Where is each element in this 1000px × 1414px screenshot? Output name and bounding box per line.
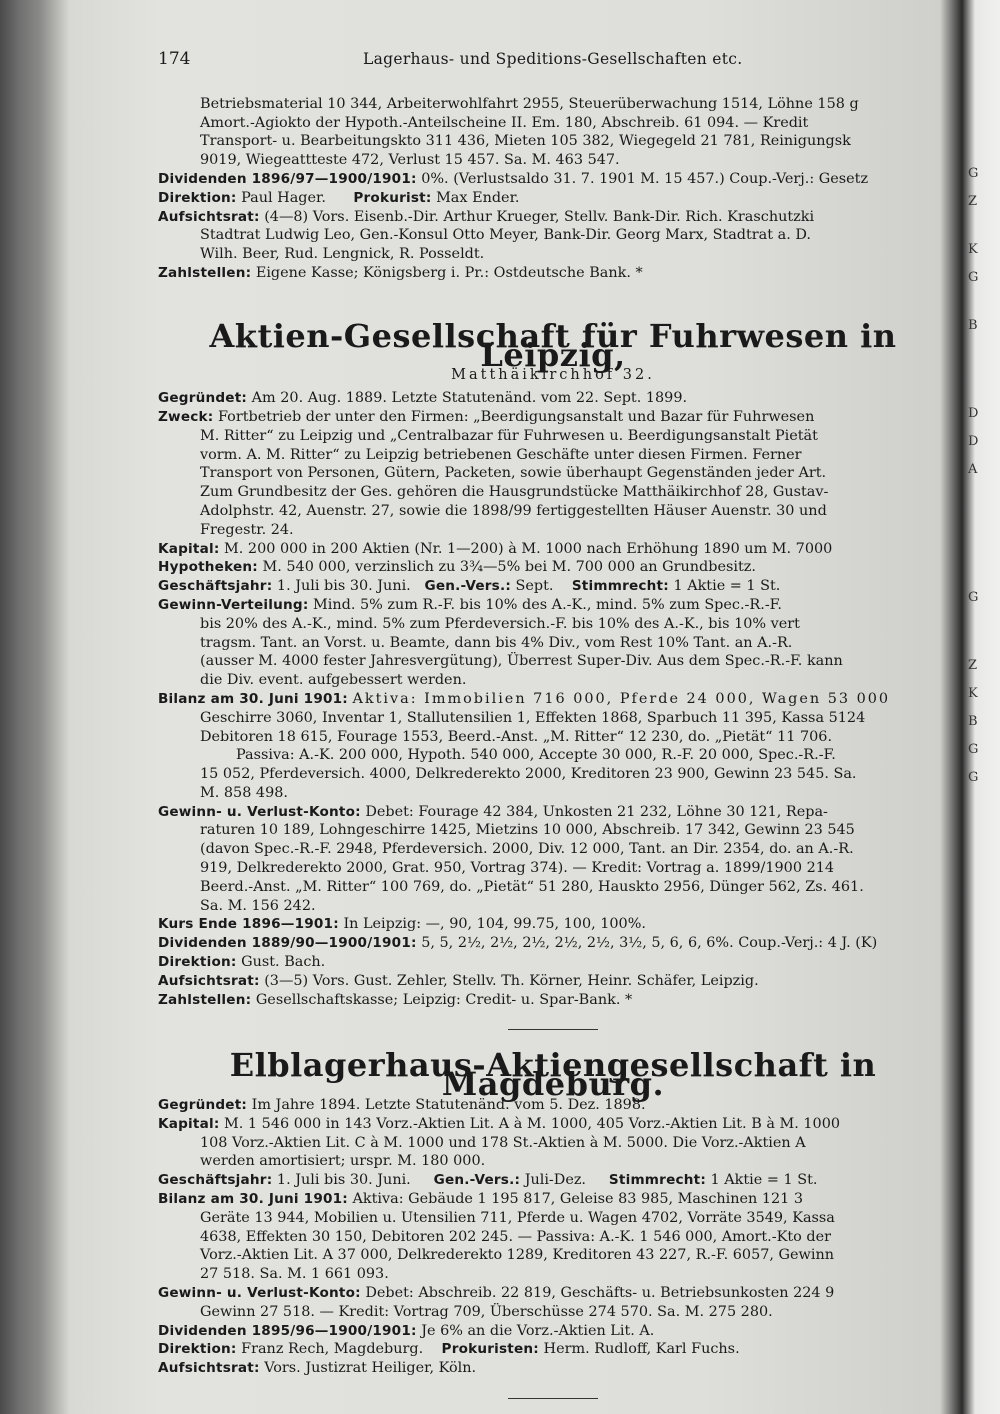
field-label: Bilanz am 30. Juni 1901: <box>158 1191 348 1208</box>
page-number: 174 <box>158 49 191 69</box>
running-title: Lagerhaus- und Speditions-Gesellschaften etc. <box>363 50 743 68</box>
field-label: Stimmrecht: <box>608 1172 706 1189</box>
edge-letter: D <box>968 406 979 421</box>
text-line: Transport von Personen, Gütern, Packeten, sowie überhaupt Gegenständen jeder Art. <box>200 465 827 482</box>
zahlstellen-line <box>158 264 948 283</box>
edge-letter: G <box>968 590 979 605</box>
field-value: Herm. Rudloff, Karl Fuchs. <box>543 1341 740 1358</box>
field-label: Gegründet: <box>158 390 248 407</box>
field-label: Direktion: <box>158 1341 237 1358</box>
field-value: 1 Aktie = 1 St. <box>710 1172 818 1189</box>
field-value: 0%. (Verlustsaldo 31. 7. 1901 M. 15 457.) Coup.-Verj.: Gesetz <box>421 170 869 187</box>
direktion-line <box>158 1340 948 1359</box>
text-line: tragsm. Tant. an Vorst. u. Beamte, dann bis 4% Div., vom Rest 10% Tant. an A.-R. <box>200 634 793 651</box>
text-line: 9019, Wiegeattteste 472, Verlust 15 457. Sa. M. 463 547. <box>200 152 620 169</box>
text-line: (ausser M. 4000 fester Jahresvergütung), Überrest Super-Div. Aus dem Spec.-R.-F. kann <box>200 653 843 670</box>
field-label: Prokurist: <box>353 189 432 206</box>
text-line: (davon Spec.-R.-F. 2948, Pferdeversich. 2000, Div. 12 000, Tant. an Dir. 2354, do. an A.-R. <box>200 841 854 858</box>
edge-letter: G <box>968 166 979 181</box>
field-label: Bilanz am 30. Juni 1901: <box>158 690 348 707</box>
field-value: In Leipzig: —, 90, 104, 99.75, 100, 100%. <box>343 916 646 933</box>
text-line: werden amortisiert; urspr. M. 180 000. <box>200 1153 486 1170</box>
text-line: Beerd.-Anst. „M. Ritter“ 100 769, do. „Pietät“ 51 280, Hauskto 2956, Dünger 562, Zs. 461. <box>200 878 864 895</box>
geschaeftsjahr-line <box>158 1171 948 1190</box>
field-value: M. 200 000 in 200 Aktien (Nr. 1—200) à M. 1000 nach Erhöhung 1890 um M. 7000 <box>224 540 833 557</box>
guv-line <box>158 803 948 822</box>
adjacent-page-edge <box>968 60 998 792</box>
field-value: Je 6% an die Vorz.-Aktien Lit. A. <box>421 1322 655 1339</box>
field-label: Direktion: <box>158 954 237 971</box>
gegruendet-line <box>158 1096 948 1115</box>
zweck-line <box>158 408 948 427</box>
company-entry-leipzig <box>158 316 948 1031</box>
aufsichtsrat-line <box>158 1359 948 1378</box>
text-line: 15 052, Pferdeversich. 4000, Delkrederekto 2000, Kreditoren 23 900, Gewinn 23 545. Sa. <box>200 766 857 783</box>
field-label: Direktion: <box>158 189 237 206</box>
company-entry-magdeburg <box>158 1046 948 1399</box>
text-line: bis 20% des A.-K., mind. 5% zum Pferdeversich.-F. bis 10% des A.-K., bis 10% vert <box>200 615 800 632</box>
page-content <box>158 50 948 1399</box>
text-line: Vorz.-Aktien Lit. A 37 000, Delkrederekto 1289, Kreditoren 43 227, R.-F. 6057, Gewinn <box>200 1247 835 1264</box>
bilanz-line <box>158 1190 948 1209</box>
text-line: 4638, Effekten 30 150, Debitoren 202 245. — Passiva: A.-K. 1 546 000, Amort.-Kto der <box>200 1228 831 1245</box>
company-address: Matthäikirchhof 32. <box>451 367 655 384</box>
text-line: Geschirre 3060, Inventar 1, Stallutensilien 1, Effekten 1868, Sparbuch 11 395, Kassa 5124 <box>200 709 866 726</box>
field-label: Gewinn-Verteilung: <box>158 596 309 613</box>
field-label: Aufsichtsrat: <box>158 208 260 225</box>
field-label: Aufsichtsrat: <box>158 972 260 989</box>
text-line: Stadtrat Ludwig Leo, Gen.-Konsul Otto Meyer, Bank-Dir. Georg Marx, Stadtrat a. D. <box>200 227 811 244</box>
field-label: Dividenden 1895/96—1900/1901: <box>158 1322 417 1339</box>
section-divider <box>508 1029 598 1030</box>
edge-letter: B <box>968 714 978 729</box>
field-value: Max Ender. <box>436 189 520 206</box>
field-value: Gust. Bach. <box>241 954 326 971</box>
field-label: Geschäftsjahr: <box>158 578 273 595</box>
field-label: Zahlstellen: <box>158 991 252 1008</box>
field-label: Kapital: <box>158 1115 220 1132</box>
dividenden-line <box>158 1322 948 1341</box>
field-value: Paul Hager. <box>241 189 326 206</box>
bilanz-line <box>158 690 948 709</box>
field-label: Gen.-Vers.: <box>424 578 511 595</box>
direktion-line <box>158 189 948 208</box>
field-label: Gewinn- u. Verlust-Konto: <box>158 1285 361 1302</box>
text-line: vorm. A. M. Ritter“ zu Leipzig betriebenen Geschäfte unter diesen Firmen. Ferner <box>200 446 802 463</box>
gegruendet-line <box>158 389 948 408</box>
guv-line <box>158 1284 948 1303</box>
field-value: 1. Juli bis 30. Juni. <box>276 578 411 595</box>
text-line: Geräte 13 944, Mobilien u. Utensilien 711, Pferde u. Wagen 4702, Vorräte 3549, Kassa <box>200 1209 835 1226</box>
field-label: Kapital: <box>158 540 220 557</box>
field-value: Debet: Fourage 42 384, Unkosten 21 232, Löhne 30 121, Repa- <box>365 803 828 820</box>
edge-letter: G <box>968 742 979 757</box>
field-value: 1 Aktie = 1 St. <box>673 578 781 595</box>
field-value: M. 540 000, verzinslich zu 3¾—5% bei M. 700 000 an Grundbesitz. <box>262 559 756 576</box>
field-value: Vors. Justizrat Heiliger, Köln. <box>264 1360 477 1377</box>
edge-letter: G <box>968 270 979 285</box>
field-label: Kurs Ende 1896—1901: <box>158 916 339 933</box>
field-label: Gewinn- u. Verlust-Konto: <box>158 803 361 820</box>
text-line: Zum Grundbesitz der Ges. gehören die Hausgrundstücke Matthäikirchhof 28, Gustav- <box>200 484 829 501</box>
field-value: Fortbetrieb der unter den Firmen: „Beerdigungsanstalt und Bazar für Fuhrwesen <box>217 408 815 425</box>
aufsichtsrat-line <box>158 972 948 991</box>
dividends-line <box>158 170 948 189</box>
field-value: Sept. <box>515 578 554 595</box>
field-value: 5, 5, 2½, 2½, 2½, 2½, 2½, 3½, 5, 6, 6, 6%. Coup.-Verj.: 4 J. (K) <box>421 935 878 952</box>
dividenden-line <box>158 934 948 953</box>
direktion-line <box>158 953 948 972</box>
edge-letter: Z <box>968 658 978 673</box>
text-line: 27 518. Sa. M. 1 661 093. <box>200 1266 389 1283</box>
field-value: (4—8) Vors. Eisenb.-Dir. Arthur Krueger, Stellv. Bank-Dir. Rich. Kraschutzki <box>264 208 815 225</box>
field-value: Franz Rech, Magdeburg. <box>241 1341 424 1358</box>
edge-letter: K <box>968 242 978 257</box>
field-value: M. 1 546 000 in 143 Vorz.-Aktien Lit. A à M. 1000, 405 Vorz.-Aktien Lit. B à M. 1000 <box>224 1115 841 1132</box>
field-value: Im Jahre 1894. Letzte Statutenänd. vom 5. Dez. 1898. <box>251 1097 646 1114</box>
field-value: Mind. 5% zum R.-F. bis 10% des A.-K., mind. 5% zum Spec.-R.-F. <box>313 596 782 613</box>
edge-letter: Z <box>968 194 978 209</box>
kapital-line <box>158 1115 948 1134</box>
field-label: Geschäftsjahr: <box>158 1172 273 1189</box>
company-title: Aktien-Gesellschaft für Fuhrwesen in Leipzig, <box>209 316 897 374</box>
text-line: Betriebsmaterial 10 344, Arbeiterwohlfahrt 2955, Steuerüberwachung 1514, Löhne 158 g <box>200 95 859 112</box>
text-line: 108 Vorz.-Aktien Lit. C à M. 1000 und 178 St.-Aktien à M. 5000. Die Vorz.-Aktien A <box>200 1134 806 1151</box>
edge-letter: D <box>968 434 979 449</box>
field-value: 1. Juli bis 30. Juni. <box>276 1172 411 1189</box>
text-line: Transport- u. Bearbeitungskto 311 436, Mieten 105 382, Wiegegeld 21 781, Reinigungsk <box>200 133 851 150</box>
edge-letter: B <box>968 318 978 333</box>
text-line: Wilh. Beer, Rud. Lengnick, R. Posseldt. <box>200 246 485 263</box>
continuation-entry <box>158 95 948 283</box>
text-line: raturen 10 189, Lohngeschirre 1425, Mietzins 10 000, Abschreib. 17 342, Gewinn 23 545 <box>200 822 855 839</box>
field-label: Dividenden 1889/90—1900/1901: <box>158 935 417 952</box>
text-line: die Div. event. aufgebessert werden. <box>200 672 467 689</box>
field-value: Am 20. Aug. 1889. Letzte Statutenänd. vom 22. Sept. 1899. <box>251 390 688 407</box>
field-label: Gen.-Vers.: <box>433 1172 521 1189</box>
text-line: Amort.-Agiokto der Hypoth.-Anteilscheine II. Em. 180, Abschreib. 61 094. — Kredit <box>200 114 809 131</box>
hypotheken-line <box>158 558 948 577</box>
text-line: M. 858 498. <box>200 784 288 801</box>
aufsichtsrat-line <box>158 208 948 227</box>
text-line: 919, Delkrederekto 2000, Grat. 950, Vortrag 374). — Kredit: Vortrag a. 1899/1900 214 <box>200 860 835 877</box>
text-line: Adolphstr. 42, Auenstr. 27, sowie die 1898/99 fertiggestellten Häuser Auenstr. 30 und <box>200 502 827 519</box>
field-value: Debet: Abschreib. 22 819, Geschäfts- u. Betriebsunkosten 224 9 <box>365 1285 835 1302</box>
kapital-line <box>158 540 948 559</box>
field-value: Eigene Kasse; Königsberg i. Pr.: Ostdeutsche Bank. * <box>255 264 643 281</box>
text-line: Debitoren 18 615, Fourage 1553, Beerd.-Anst. „M. Ritter“ 12 230, do. „Pietät“ 11 706. <box>200 728 833 745</box>
field-label: Stimmrecht: <box>571 578 669 595</box>
field-value: Aktiva: Gebäude 1 195 817, Geleise 83 985, Maschinen 121 3 <box>352 1191 804 1208</box>
section-divider <box>508 1398 598 1399</box>
field-label: Zweck: <box>158 408 214 425</box>
field-label: Aufsichtsrat: <box>158 1360 260 1377</box>
field-value: (3—5) Vors. Gust. Zehler, Stellv. Th. Körner, Heinr. Schäfer, Leipzig. <box>264 972 759 989</box>
text-line: Sa. M. 156 242. <box>200 897 316 914</box>
field-label: Hypotheken: <box>158 559 258 576</box>
field-label: Gegründet: <box>158 1097 248 1114</box>
field-value: Gesellschaftskasse; Leipzig: Credit- u. Spar-Bank. * <box>255 991 633 1008</box>
text-line: Fregestr. 24. <box>200 521 294 538</box>
field-value: Juli-Dez. <box>524 1172 587 1189</box>
edge-letter: G <box>968 770 979 785</box>
geschaeftsjahr-line <box>158 577 948 596</box>
running-head <box>158 50 948 69</box>
kurs-line <box>158 915 948 934</box>
text-line: M. Ritter“ zu Leipzig und „Centralbazar für Fuhrwesen u. Beerdigungsanstalt Pietät <box>200 427 818 444</box>
edge-letter: A <box>968 462 978 477</box>
text-line: Passiva: A.-K. 200 000, Hypoth. 540 000, Accepte 30 000, R.-F. 20 000, Spec.-R.-F. <box>236 747 836 764</box>
field-label: Dividenden 1896/97—1900/1901: <box>158 170 417 187</box>
edge-letter: K <box>968 686 978 701</box>
field-label: Prokuristen: <box>441 1341 539 1358</box>
field-label: Zahlstellen: <box>158 264 252 281</box>
text-line: Gewinn 27 518. — Kredit: Vortrag 709, Überschüsse 274 570. Sa. M. 275 280. <box>200 1303 773 1320</box>
gewinnverteilung-line <box>158 596 948 615</box>
field-value: Aktiva: Immobilien 716 000, Pferde 24 000, Wagen 53 000 <box>352 690 891 707</box>
company-title: Elblagerhaus-Aktiengesellschaft in Magdeburg. <box>229 1046 877 1104</box>
zahlstellen-line <box>158 991 948 1010</box>
